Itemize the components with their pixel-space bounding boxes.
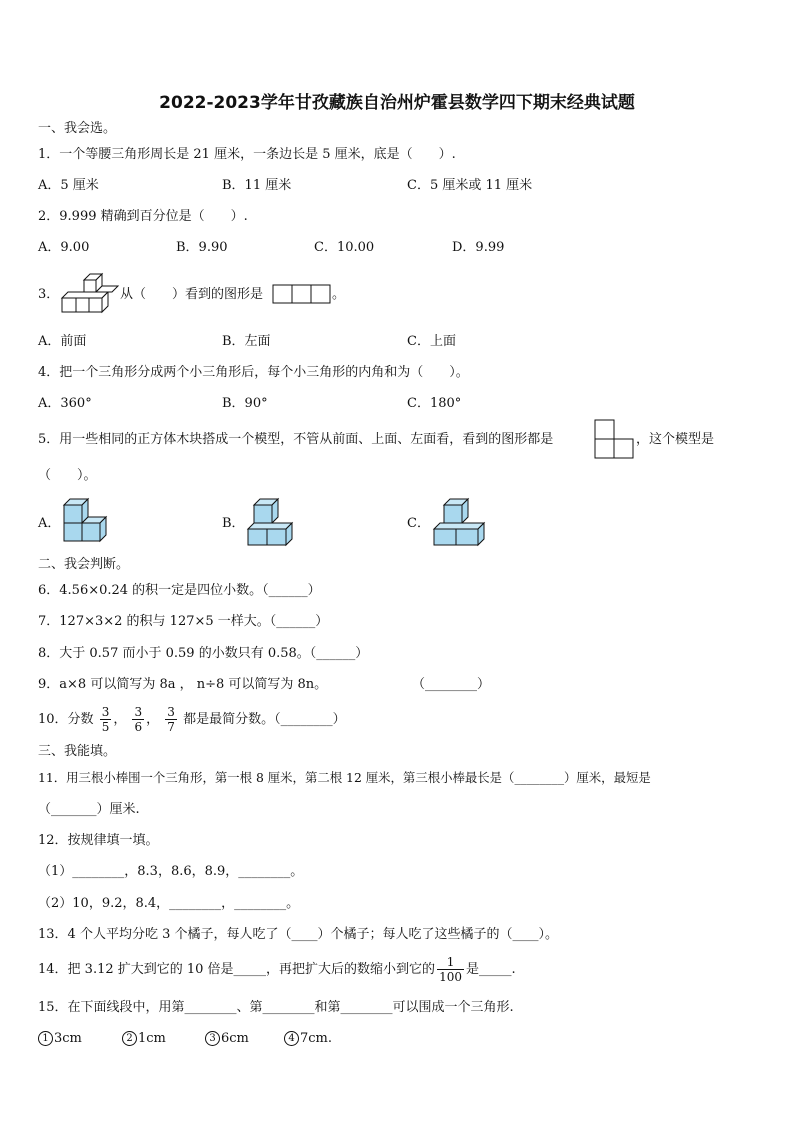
q5-option-a-cubes [62, 497, 110, 545]
q5-option-a[interactable]: A． [38, 516, 61, 531]
question-15: 15．在下面线段中，用第________、第________和第________可以围成一个三角形. [38, 1000, 514, 1015]
q1-option-b[interactable]: B．11 厘米 [222, 178, 292, 193]
question-7: 7．127×3×2 的积与 127×5 一样大。（______） [38, 614, 329, 629]
question-11-line-1: 11．用三根小棒围一个三角形，第一根 8 厘米，第二根 12 厘米，第三根小棒最长是（________）厘米，最短是 [38, 770, 651, 785]
q3-option-a[interactable]: A．前面 [38, 334, 87, 349]
q9-answer-paren[interactable]: （________） [412, 677, 491, 692]
q5-option-b[interactable]: B． [222, 516, 245, 531]
question-3-text: 从（ ）看到的图形是 [120, 287, 264, 302]
page-title: 2022-2023学年甘孜藏族自治州炉霍县数学四下期末经典试题 [159, 93, 635, 113]
q15-item-3 [205, 1030, 249, 1048]
fraction-numerator: 3 [101, 705, 110, 719]
segment-length: 3cm [54, 1031, 82, 1046]
question-10 [38, 703, 346, 737]
question-13: 13．4 个人平均分吃 3 个橘子，每人吃了（____）个橘子；每人吃了这些橘子的（____）。 [38, 927, 558, 942]
fraction-numerator: 1 [437, 955, 464, 970]
question-2: 2．9.999 精确到百分位是（ ）. [38, 209, 248, 224]
q2-option-b[interactable]: B．9.90 [176, 240, 228, 255]
fraction-3-7 [165, 705, 177, 734]
segment-length: 6cm [221, 1031, 249, 1046]
q1-option-a[interactable]: A．5 厘米 [38, 178, 99, 193]
fraction-numerator: 3 [167, 705, 175, 719]
question-12-part-2: （2）10，9.2，8.4，________，________。 [38, 896, 300, 911]
question-8: 8．大于 0.57 而小于 0.59 的小数只有 0.58。（______） [38, 646, 369, 661]
q4-option-a[interactable]: A．360° [38, 396, 92, 411]
question-4: 4．把一个三角形分成两个小三角形后，每个小三角形的内角和为（ ）。 [38, 365, 469, 380]
q2-option-a[interactable]: A．9.00 [38, 240, 90, 255]
q15-item-4 [284, 1030, 332, 1048]
q5-option-c[interactable]: C． [407, 516, 430, 531]
fraction-denominator: 5 [101, 720, 110, 734]
q2-option-d[interactable]: D．9.99 [452, 240, 505, 255]
q14-suffix: 是_____. [465, 962, 516, 977]
q4-option-b[interactable]: B．90° [222, 396, 268, 411]
question-9: 9．a×8 可以简写为 8a ， n÷8 可以简写为 8n。 [38, 677, 328, 692]
q3-option-b[interactable]: B．左面 [222, 334, 271, 349]
question-3-number: 3． [38, 287, 60, 302]
q3-view-shape [272, 284, 332, 304]
question-11-line-2: （_______）厘米. [38, 802, 140, 817]
q1-option-c[interactable]: C．5 厘米或 11 厘米 [407, 178, 533, 193]
question-5-text-2: ，这个模型是 [636, 432, 715, 447]
question-12: 12．按规律填一填。 [38, 833, 159, 848]
section-heading-3: 三、我能填。 [38, 744, 117, 759]
section-heading-2: 二、我会判断。 [38, 557, 130, 572]
q10-prefix: 10．分数 [38, 712, 94, 727]
fraction-3-6 [132, 705, 144, 734]
q3-cube-figure [60, 272, 122, 316]
q2-option-c[interactable]: C．10.00 [314, 240, 375, 255]
q4-option-c[interactable]: C．180° [407, 396, 462, 411]
question-6: 6．4.56×0.24 的积一定是四位小数。（______） [38, 583, 321, 598]
q5-option-c-cubes [432, 497, 486, 547]
circled-number: 3 [205, 1031, 220, 1046]
circled-number: 2 [122, 1031, 137, 1046]
q10-sep: ， [113, 712, 127, 727]
question-5-text: 5．用一些相同的正方体木块搭成一个模型，不管从前面、上面、左面看，看到的图形都是 [38, 432, 554, 447]
q14-prefix: 14．把 3.12 扩大到它的 10 倍是_____，再把扩大后的数缩小到它的 [38, 962, 436, 977]
fraction-3-5 [100, 705, 112, 734]
section-heading-1: 一、我会选。 [38, 121, 117, 136]
q15-item-2 [122, 1030, 166, 1048]
segment-length: 1cm [138, 1031, 166, 1046]
question-14 [38, 953, 516, 987]
question-12-part-1: （1）________，8.3，8.6，8.9，________。 [38, 864, 304, 879]
fraction-1-100 [437, 955, 464, 984]
question-5-text-3: （ ）。 [38, 468, 97, 483]
segment-length: 7cm. [300, 1031, 333, 1046]
q10-suffix: 都是最简分数。（________） [183, 712, 346, 727]
circled-number: 1 [38, 1031, 53, 1046]
q3-option-c[interactable]: C．上面 [407, 334, 456, 349]
fraction-denominator: 100 [439, 970, 462, 984]
q10-sep: ， [146, 712, 160, 727]
q5-view-shape [594, 419, 634, 459]
fraction-numerator: 3 [134, 705, 143, 719]
circled-number: 4 [284, 1031, 299, 1046]
fraction-denominator: 7 [167, 720, 175, 734]
q15-item-1 [38, 1030, 82, 1048]
q5-option-b-cubes [246, 497, 296, 547]
fraction-denominator: 6 [134, 720, 143, 734]
question-3-end: 。 [332, 287, 346, 302]
question-1: 1．一个等腰三角形周长是 21 厘米，一条边长是 5 厘米，底是（ ）. [38, 147, 456, 162]
